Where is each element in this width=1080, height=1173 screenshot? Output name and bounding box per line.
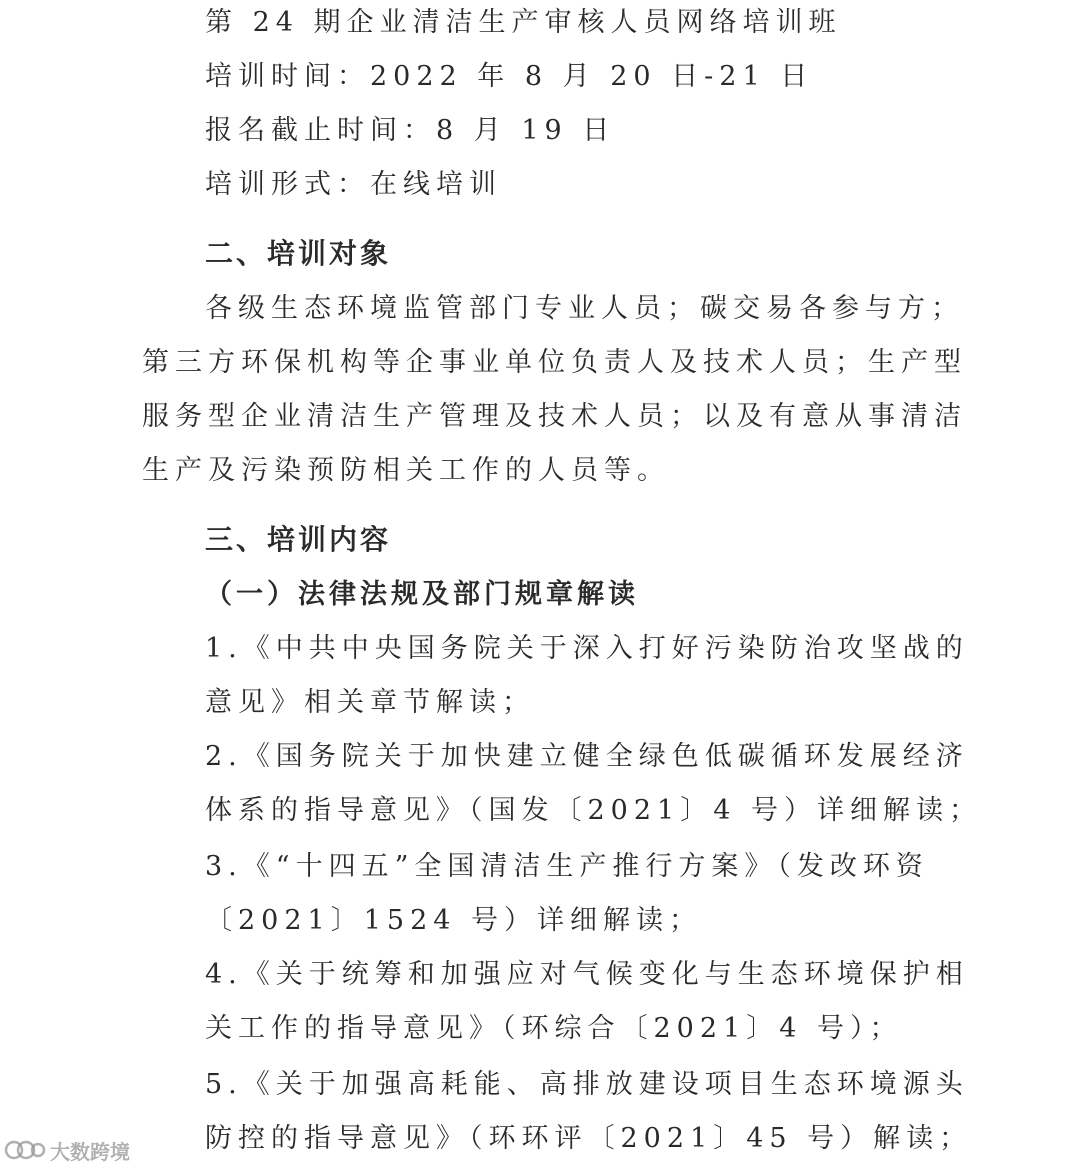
list-item: 3.《“十四五”全国清洁生产推行方案》（发改环资 bbox=[205, 851, 929, 882]
list-item-continuation: 意见》相关章节解读； bbox=[205, 687, 535, 718]
paragraph-line: 第三方环保机构等企事业单位负责人及技术人员；生产型 bbox=[142, 347, 967, 378]
watermark bbox=[4, 1133, 130, 1167]
paragraph-line: 各级生态环境监管部门专业人员；碳交易各参与方； bbox=[205, 293, 964, 324]
section-heading-target-audience: 二、培训对象 bbox=[205, 237, 392, 270]
paragraph-line: 服务型企业清洁生产管理及技术人员；以及有意从事清洁 bbox=[142, 401, 967, 432]
section-heading-training-content: 三、培训内容 bbox=[205, 523, 392, 556]
list-item-continuation: 关工作的指导意见》（环综合〔2021〕4 号）； bbox=[205, 1013, 903, 1044]
paragraph-line: 生产及污染预防相关工作的人员等。 bbox=[142, 455, 670, 486]
list-item-continuation: 〔2021〕1524 号）详细解读； bbox=[205, 905, 703, 936]
list-item: 1.《中共中央国务院关于深入打好污染防治攻坚战的 bbox=[205, 633, 969, 664]
class-name: 第 24 期企业清洁生产审核人员网络培训班 bbox=[205, 7, 842, 38]
training-format: 培训形式：在线培训 bbox=[205, 169, 502, 200]
list-item-continuation: 体系的指导意见》（国发〔2021〕4 号）详细解读； bbox=[205, 795, 982, 826]
list-item: 4.《关于统筹和加强应对气候变化与生态环境保护相 bbox=[205, 959, 969, 990]
training-time: 培训时间：2022 年 8 月 20 日-21 日 bbox=[205, 61, 814, 92]
subsection-heading-laws: （一）法律法规及部门规章解读 bbox=[205, 579, 639, 610]
watermark-text: 大数跨境 bbox=[50, 1139, 130, 1164]
list-item-continuation: 防控的指导意见》（环环评〔2021〕45 号）解读； bbox=[205, 1123, 973, 1154]
list-item: 5.《关于加强高耗能、高排放建设项目生态环境源头 bbox=[205, 1069, 969, 1100]
list-item: 2.《国务院关于加快建立健全绿色低碳循环发展经济 bbox=[205, 741, 969, 772]
logo-icon bbox=[4, 1137, 46, 1163]
registration-deadline: 报名截止时间：8 月 19 日 bbox=[205, 115, 616, 146]
